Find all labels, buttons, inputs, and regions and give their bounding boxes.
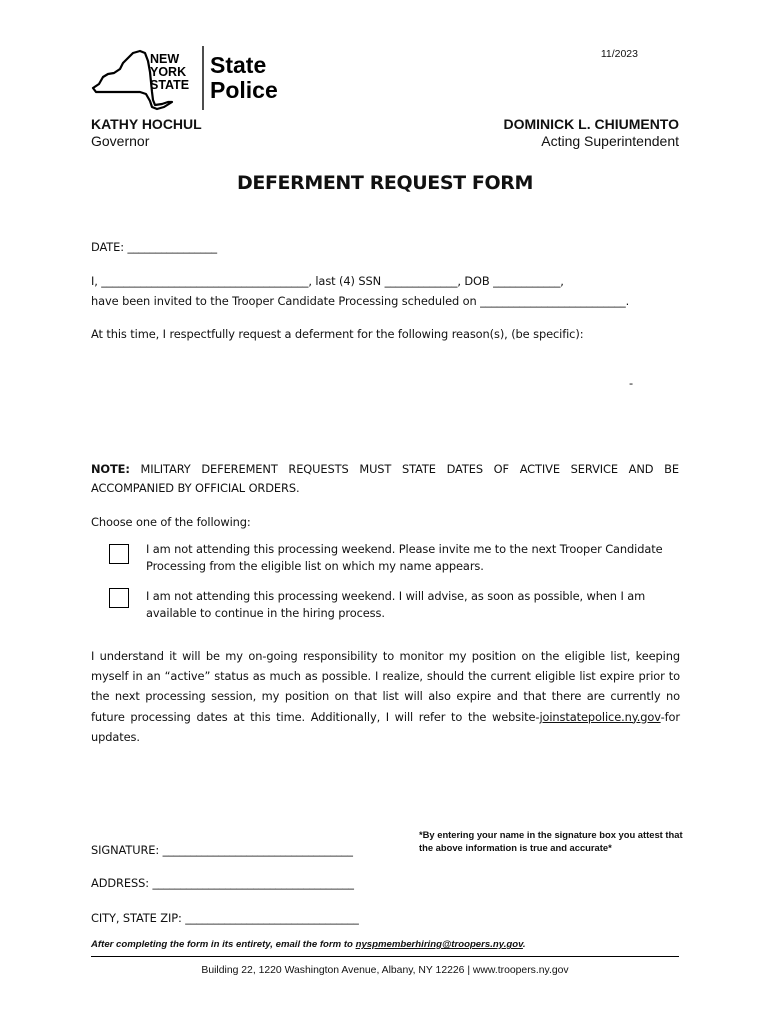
address-field[interactable]: ADDRESS: ____________________________________ bbox=[91, 876, 354, 890]
logo-line-york: YORK bbox=[150, 65, 187, 79]
instruction-end: . bbox=[522, 939, 526, 950]
logo-line-new: NEW bbox=[150, 52, 180, 66]
stray-mark: - bbox=[629, 376, 634, 390]
reason-prompt: At this time, I respectfully request a deferment for the following reason(s), (be specific): bbox=[91, 327, 584, 341]
responsibility-text: I understand it will be my on-going responsibility to monitor my position on the eligible list, keeping myself in an “active” status as much as possible. I realize, should the current eligible list expire prior to the next processing session, my position on that list will also expire and that there are currently no future processing dates at this time. Additionally, I will refer to the website- bbox=[91, 649, 680, 724]
issue-date: 11/2023 bbox=[600, 48, 638, 60]
military-note bbox=[91, 460, 679, 498]
responsibility-statement bbox=[91, 646, 680, 747]
form-title: DEFERMENT REQUEST FORM bbox=[237, 172, 533, 194]
city-state-zip-field[interactable]: CITY, STATE ZIP: _______________________________ bbox=[91, 911, 359, 925]
logo-line-state: STATE bbox=[150, 78, 190, 92]
governor-title: Governor bbox=[91, 133, 150, 149]
option-2-checkbox[interactable] bbox=[109, 588, 129, 608]
logo-word-state: State bbox=[210, 52, 267, 78]
website-link[interactable]: joinstatepolice.ny.gov bbox=[539, 709, 661, 724]
option-2-label: I am not attending this processing weekend. I will advise, as soon as possible, when I am available to continue in the hiring process. bbox=[146, 589, 646, 620]
option-1-checkbox[interactable] bbox=[109, 544, 129, 564]
submission-instruction bbox=[91, 939, 526, 950]
superintendent-name: DOMINICK L. CHIUMENTO bbox=[503, 116, 679, 132]
footer-divider bbox=[91, 956, 679, 957]
responsibility-end: -for updates. bbox=[91, 709, 680, 744]
logo-word-police: Police bbox=[210, 77, 278, 103]
option-1-label: I am not attending this processing weekend. Please invite me to the next Trooper Candidate Processing from the eligible list on which my name appears. bbox=[146, 542, 663, 573]
superintendent-title: Acting Superintendent bbox=[541, 133, 679, 149]
date-field[interactable]: DATE: ________________ bbox=[91, 240, 218, 254]
nysp-logo bbox=[90, 44, 285, 114]
processing-date-field[interactable]: have been invited to the Trooper Candidate Processing scheduled on __________________________. bbox=[91, 294, 630, 308]
attestation-note: *By entering your name in the signature box you attest that the above information is true and accurate* bbox=[419, 829, 683, 853]
footer-address: Building 22, 1220 Washington Avenue, Albany, NY 12226 | www.troopers.ny.gov bbox=[201, 965, 569, 976]
signature-field[interactable]: SIGNATURE: __________________________________ bbox=[91, 843, 353, 857]
submission-email-link[interactable]: nyspmemberhiring@troopers.ny.gov bbox=[355, 939, 523, 950]
instruction-text: After completing the form in its entirety, email the form to bbox=[91, 939, 356, 950]
name-ssn-dob-field[interactable]: I, _____________________________________, last (4) SSN _____________, DOB ____________, bbox=[91, 274, 564, 288]
choose-prompt: Choose one of the following: bbox=[91, 515, 251, 529]
note-text: MILITARY DEFEREMENT REQUESTS MUST STATE DATES OF ACTIVE SERVICE AND BE ACCOMPANIED BY OFFICIAL ORDERS. bbox=[91, 462, 679, 495]
governor-name: KATHY HOCHUL bbox=[91, 116, 202, 132]
note-label: NOTE: bbox=[91, 462, 130, 476]
